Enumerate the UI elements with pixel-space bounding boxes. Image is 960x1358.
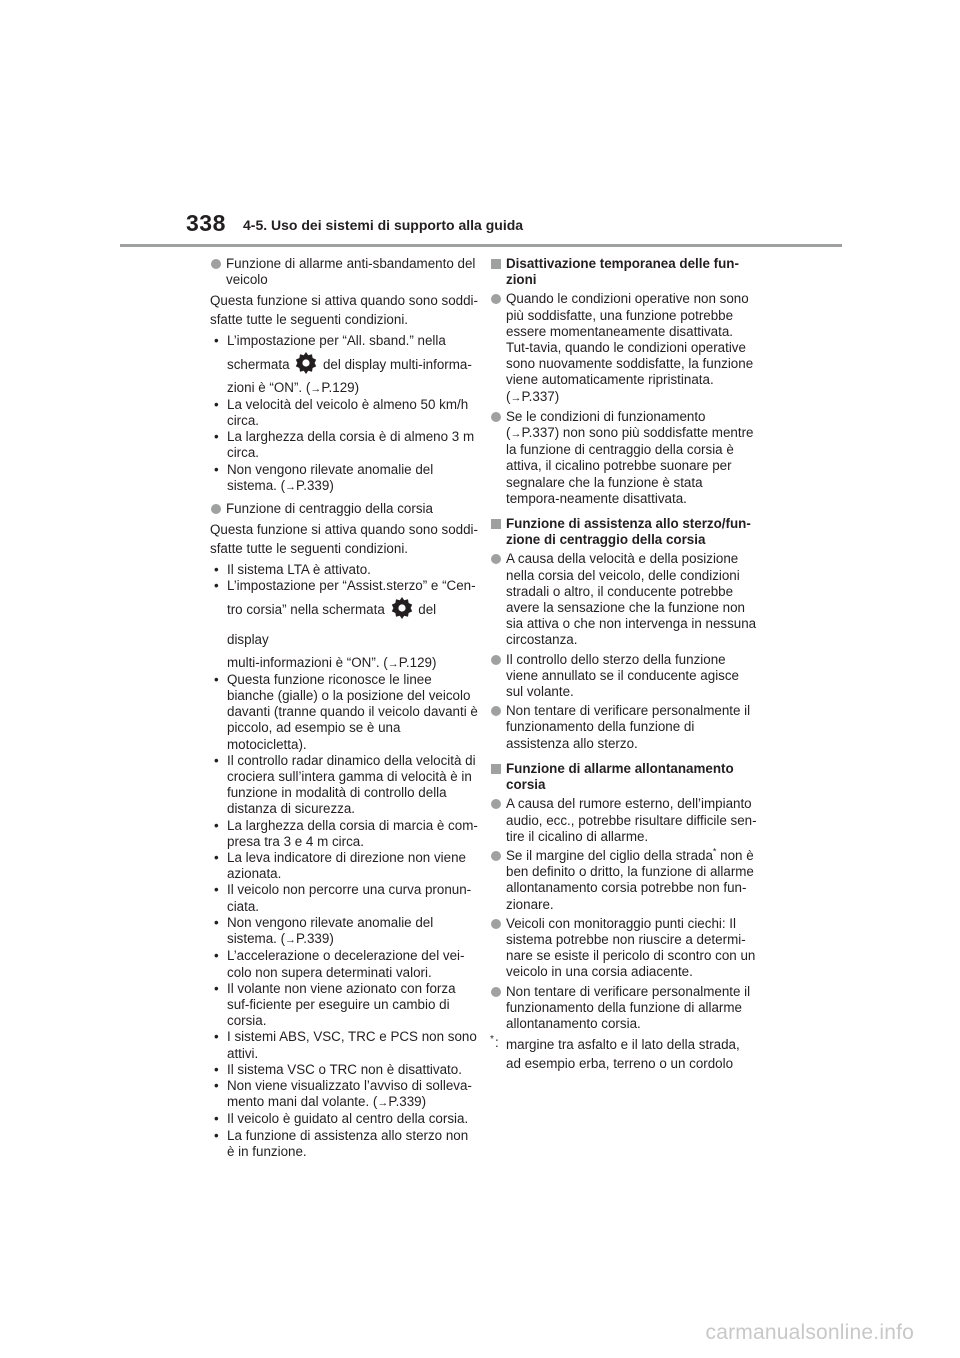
list-text: La velocità del veicolo è almeno 50 km/h circa. xyxy=(227,396,469,429)
page-ref: P.337) xyxy=(521,388,560,404)
list-text: I sistemi ABS, VSC, TRC e PCS non sono attivi. xyxy=(227,1029,477,1061)
list-mark: • xyxy=(214,882,219,898)
bullet-dot xyxy=(491,655,501,665)
bullet-dot xyxy=(211,504,221,514)
page-ref: P.129) xyxy=(398,654,437,670)
list-mark: • xyxy=(214,980,219,996)
bullet-lane-centering xyxy=(210,501,478,517)
heading-temporary-deactivation xyxy=(490,256,758,288)
bullet-text: A causa della velocità e della posizione nella corsia del veicolo, delle condizioni stradali o altro, il conducente potrebbe avere la sensazione che la funzione non sia attiva o che non intervenga in nessuna circostanza. xyxy=(506,551,757,648)
list-mark: • xyxy=(214,671,219,687)
bullet-item xyxy=(490,984,758,1033)
list-text: Non viene visualizzato l’avviso di solleva-mento mani dal volante. ( xyxy=(227,1077,472,1110)
list-text: Il sistema VSC o TRC non è disattivato. xyxy=(227,1061,462,1077)
left-column xyxy=(210,256,478,1160)
list-mark: • xyxy=(214,1061,219,1077)
heading-square xyxy=(491,519,501,529)
list-text: Il controllo radar dinamico della velocità di crociera sull’intera gamma di velocità è in funzione in modalità di controllo della distanza di sicurezza. xyxy=(227,752,476,817)
bullet-item xyxy=(490,848,758,913)
list-item xyxy=(210,818,478,850)
list-mark: • xyxy=(214,578,219,594)
list-mark: • xyxy=(214,429,219,445)
list-line xyxy=(227,595,478,655)
watermark: carmanualsonline.info xyxy=(705,1321,914,1344)
arrow-icon: → xyxy=(310,382,322,395)
list-mark: • xyxy=(214,562,219,578)
heading-steering-assist xyxy=(490,516,758,548)
list-text: Il veicolo non percorre una curva pronun-ciata. xyxy=(227,882,472,914)
list-mark: • xyxy=(214,1077,219,1093)
footnote-text: margine tra asfalto e il lato della strada, ad esempio erba, terreno o un cordolo xyxy=(506,1037,740,1072)
list-text: multi-informazioni è “ON”. ( xyxy=(227,654,388,670)
bullet-text: Quando le condizioni operative non sono più soddisfatte, una funzione potrebbe essere momentaneamente disattivata. Tut-tavia, quando le condizioni operative sono nuovamente soddisfatte, la funzione viene automaticamente ripristinata. ( xyxy=(506,291,754,404)
bullet-dot xyxy=(491,919,501,929)
bullet-item xyxy=(490,409,758,507)
list-text: Questa funzione riconosce le linee bianche (gialle) o la posizione del veicolo davanti (tranne quando il veicolo davanti è piccolo, ad esempio se è una motocicletta). xyxy=(227,671,478,752)
heading-text: Funzione di assistenza allo sterzo/fun-zione di centraggio della corsia xyxy=(506,516,751,548)
bullet-dot xyxy=(211,259,221,269)
list-text: zioni è “ON”. ( xyxy=(227,379,311,395)
list-text: Il sistema LTA è attivato. xyxy=(227,562,371,578)
list-text: L’accelerazione o decelerazione del vei-colo non supera determinati valori. xyxy=(227,948,465,980)
list-mark: • xyxy=(214,396,219,412)
list-mark: • xyxy=(214,1127,219,1143)
arrow-icon: → xyxy=(285,480,297,493)
list-item xyxy=(210,562,478,578)
footnote-ref: * xyxy=(712,846,717,857)
list-item xyxy=(210,397,478,429)
bullet-text: A causa del rumore esterno, dell’impianto audio, ecc., potrebbe risultare difficile sen-tire il cicalino di allarme. xyxy=(506,796,757,844)
list-item xyxy=(210,672,478,753)
header-rule xyxy=(120,244,842,247)
list-text: L’impostazione per “All. sband.” nella xyxy=(227,333,446,349)
list-item xyxy=(210,882,478,914)
list-mark: • xyxy=(214,914,219,930)
heading-square xyxy=(491,764,501,774)
list-mark: • xyxy=(214,850,219,866)
list-text: Non vengono rilevate anomalie del sistema. ( xyxy=(227,914,434,947)
arrow-icon: → xyxy=(510,428,522,441)
section-title: 4-5. Uso dei sistemi di supporto alla guida xyxy=(243,217,524,233)
list-text: La funzione di assistenza allo sterzo non è in funzione. xyxy=(227,1127,469,1159)
arrow-icon: → xyxy=(510,391,522,404)
bullet-dot xyxy=(491,412,501,422)
list-mark: • xyxy=(214,333,219,349)
right-column xyxy=(490,256,758,1073)
list-text: La leva indicatore di direzione non viene azionata. xyxy=(227,850,466,882)
arrow-icon: → xyxy=(285,934,297,947)
heading-lane-departure-warning xyxy=(490,761,758,793)
bullet-text: Non tentare di verificare personalmente il funzionamento della funzione di assistenza allo sterzo. xyxy=(506,703,751,751)
bullet-item xyxy=(490,291,758,405)
bullet-text: Veicoli con monitoraggio punti ciechi: Il sistema potrebbe non riuscire a determi-nare se esiste il pericolo di scontro con un veicolo in una corsia adiacente. xyxy=(506,915,756,980)
bullet-text: Non tentare di verificare personalmente il funzionamento della funzione di allarme allontanamento corsia. xyxy=(506,983,751,1031)
bullet-dot xyxy=(491,706,501,716)
list-item xyxy=(210,753,478,818)
bullet-item xyxy=(490,796,758,845)
list-text: Non vengono rilevate anomalie del sistema. ( xyxy=(227,461,434,493)
bullet-dot xyxy=(491,987,501,997)
bullet-text: P.337) non sono più soddisfatte mentre la funzione di centraggio della corsia è attiva, il cicalino potrebbe suonare per segnalare che la funzione è stata tempora-neamente disattivata. xyxy=(506,425,754,506)
bullet-item xyxy=(490,551,758,648)
page-ref: P.129) xyxy=(321,379,360,395)
list-item xyxy=(210,915,478,948)
list-item xyxy=(210,1062,478,1078)
list-line xyxy=(227,350,472,380)
list-text: Il veicolo è guidato al centro della corsia. xyxy=(227,1111,469,1127)
list-mark: • xyxy=(214,752,219,768)
bullet-dot xyxy=(491,554,501,564)
bullet-dot xyxy=(491,294,501,304)
list-item xyxy=(210,578,478,671)
bullet-title: Funzione di centraggio della corsia xyxy=(226,501,433,517)
heading-square xyxy=(491,259,501,269)
list-text: Il volante non viene azionato con forza suf-ficiente per eseguire un cambio di corsia. xyxy=(227,980,456,1029)
footnote xyxy=(490,1035,758,1073)
list-mark: • xyxy=(214,461,219,477)
bullet-item xyxy=(490,652,758,701)
footnote-colon: : xyxy=(495,1035,499,1051)
list-mark: • xyxy=(214,948,219,964)
bullet-text: Se il margine del ciglio della strada xyxy=(506,847,713,863)
list-text: La larghezza della corsia è di almeno 3 m circa. xyxy=(227,429,475,461)
page-ref: P.339) xyxy=(296,477,334,493)
list-text: La larghezza della corsia di marcia è com-presa tra 3 e 4 m circa. xyxy=(227,817,478,849)
list-item xyxy=(210,850,478,882)
list-item xyxy=(210,1029,478,1061)
list-item xyxy=(210,429,478,461)
footnote-mark: * xyxy=(490,1034,494,1046)
bullet-text: Se le condizioni di funzionamento ( xyxy=(506,408,706,441)
list-item xyxy=(210,948,478,980)
list-item xyxy=(210,981,478,1030)
list-item xyxy=(210,1111,478,1127)
list-mark: • xyxy=(214,817,219,833)
bullet-text: non è ben definito o dritto, la funzione di allarme allontanamento corsia potrebbe non fun-zionare. xyxy=(506,847,754,912)
list-mark: • xyxy=(214,1111,219,1127)
bullet-item xyxy=(490,703,758,752)
page-number: 338 xyxy=(186,210,226,236)
heading-text: Funzione di allarme allontanamento corsia xyxy=(506,760,734,793)
list-mark: • xyxy=(214,1029,219,1045)
page-header xyxy=(0,0,960,250)
paragraph: Questa funzione si attiva quando sono soddi-sfatte tutte le seguenti condizioni. xyxy=(210,293,478,328)
bullet-dot xyxy=(491,799,501,809)
list-text: tro corsia” nella schermata xyxy=(227,601,385,617)
bullet-lane-departure-alert xyxy=(210,256,478,288)
arrow-icon: → xyxy=(377,1097,389,1110)
list-text: L’impostazione per “Assist.sterzo” e “Cen- xyxy=(227,578,476,594)
bullet-item xyxy=(490,916,758,981)
bullet-dot xyxy=(491,851,501,861)
list-item xyxy=(210,1128,478,1160)
list-text: del display multi-informa- xyxy=(322,356,472,372)
heading-text: Disattivazione temporanea delle fun-zioni xyxy=(506,256,739,288)
paragraph: Questa funzione si attiva quando sono soddi-sfatte tutte le seguenti condizioni. xyxy=(210,522,478,557)
bullet-title: Funzione di allarme anti-sbandamento del veicolo xyxy=(226,256,476,288)
list-item xyxy=(210,1078,478,1111)
gear-icon xyxy=(294,351,318,375)
list-text: del display xyxy=(227,601,437,647)
page-ref: P.339) xyxy=(388,1094,427,1110)
gear-icon xyxy=(390,596,414,620)
list-item xyxy=(210,462,478,495)
bullet-text: Il controllo dello sterzo della funzione viene annullato se il conducente agisce sul volante. xyxy=(506,651,740,700)
arrow-icon: → xyxy=(387,657,399,670)
list-text: schermata xyxy=(227,356,290,372)
page-ref: P.339) xyxy=(296,931,334,947)
list-item xyxy=(210,333,478,396)
